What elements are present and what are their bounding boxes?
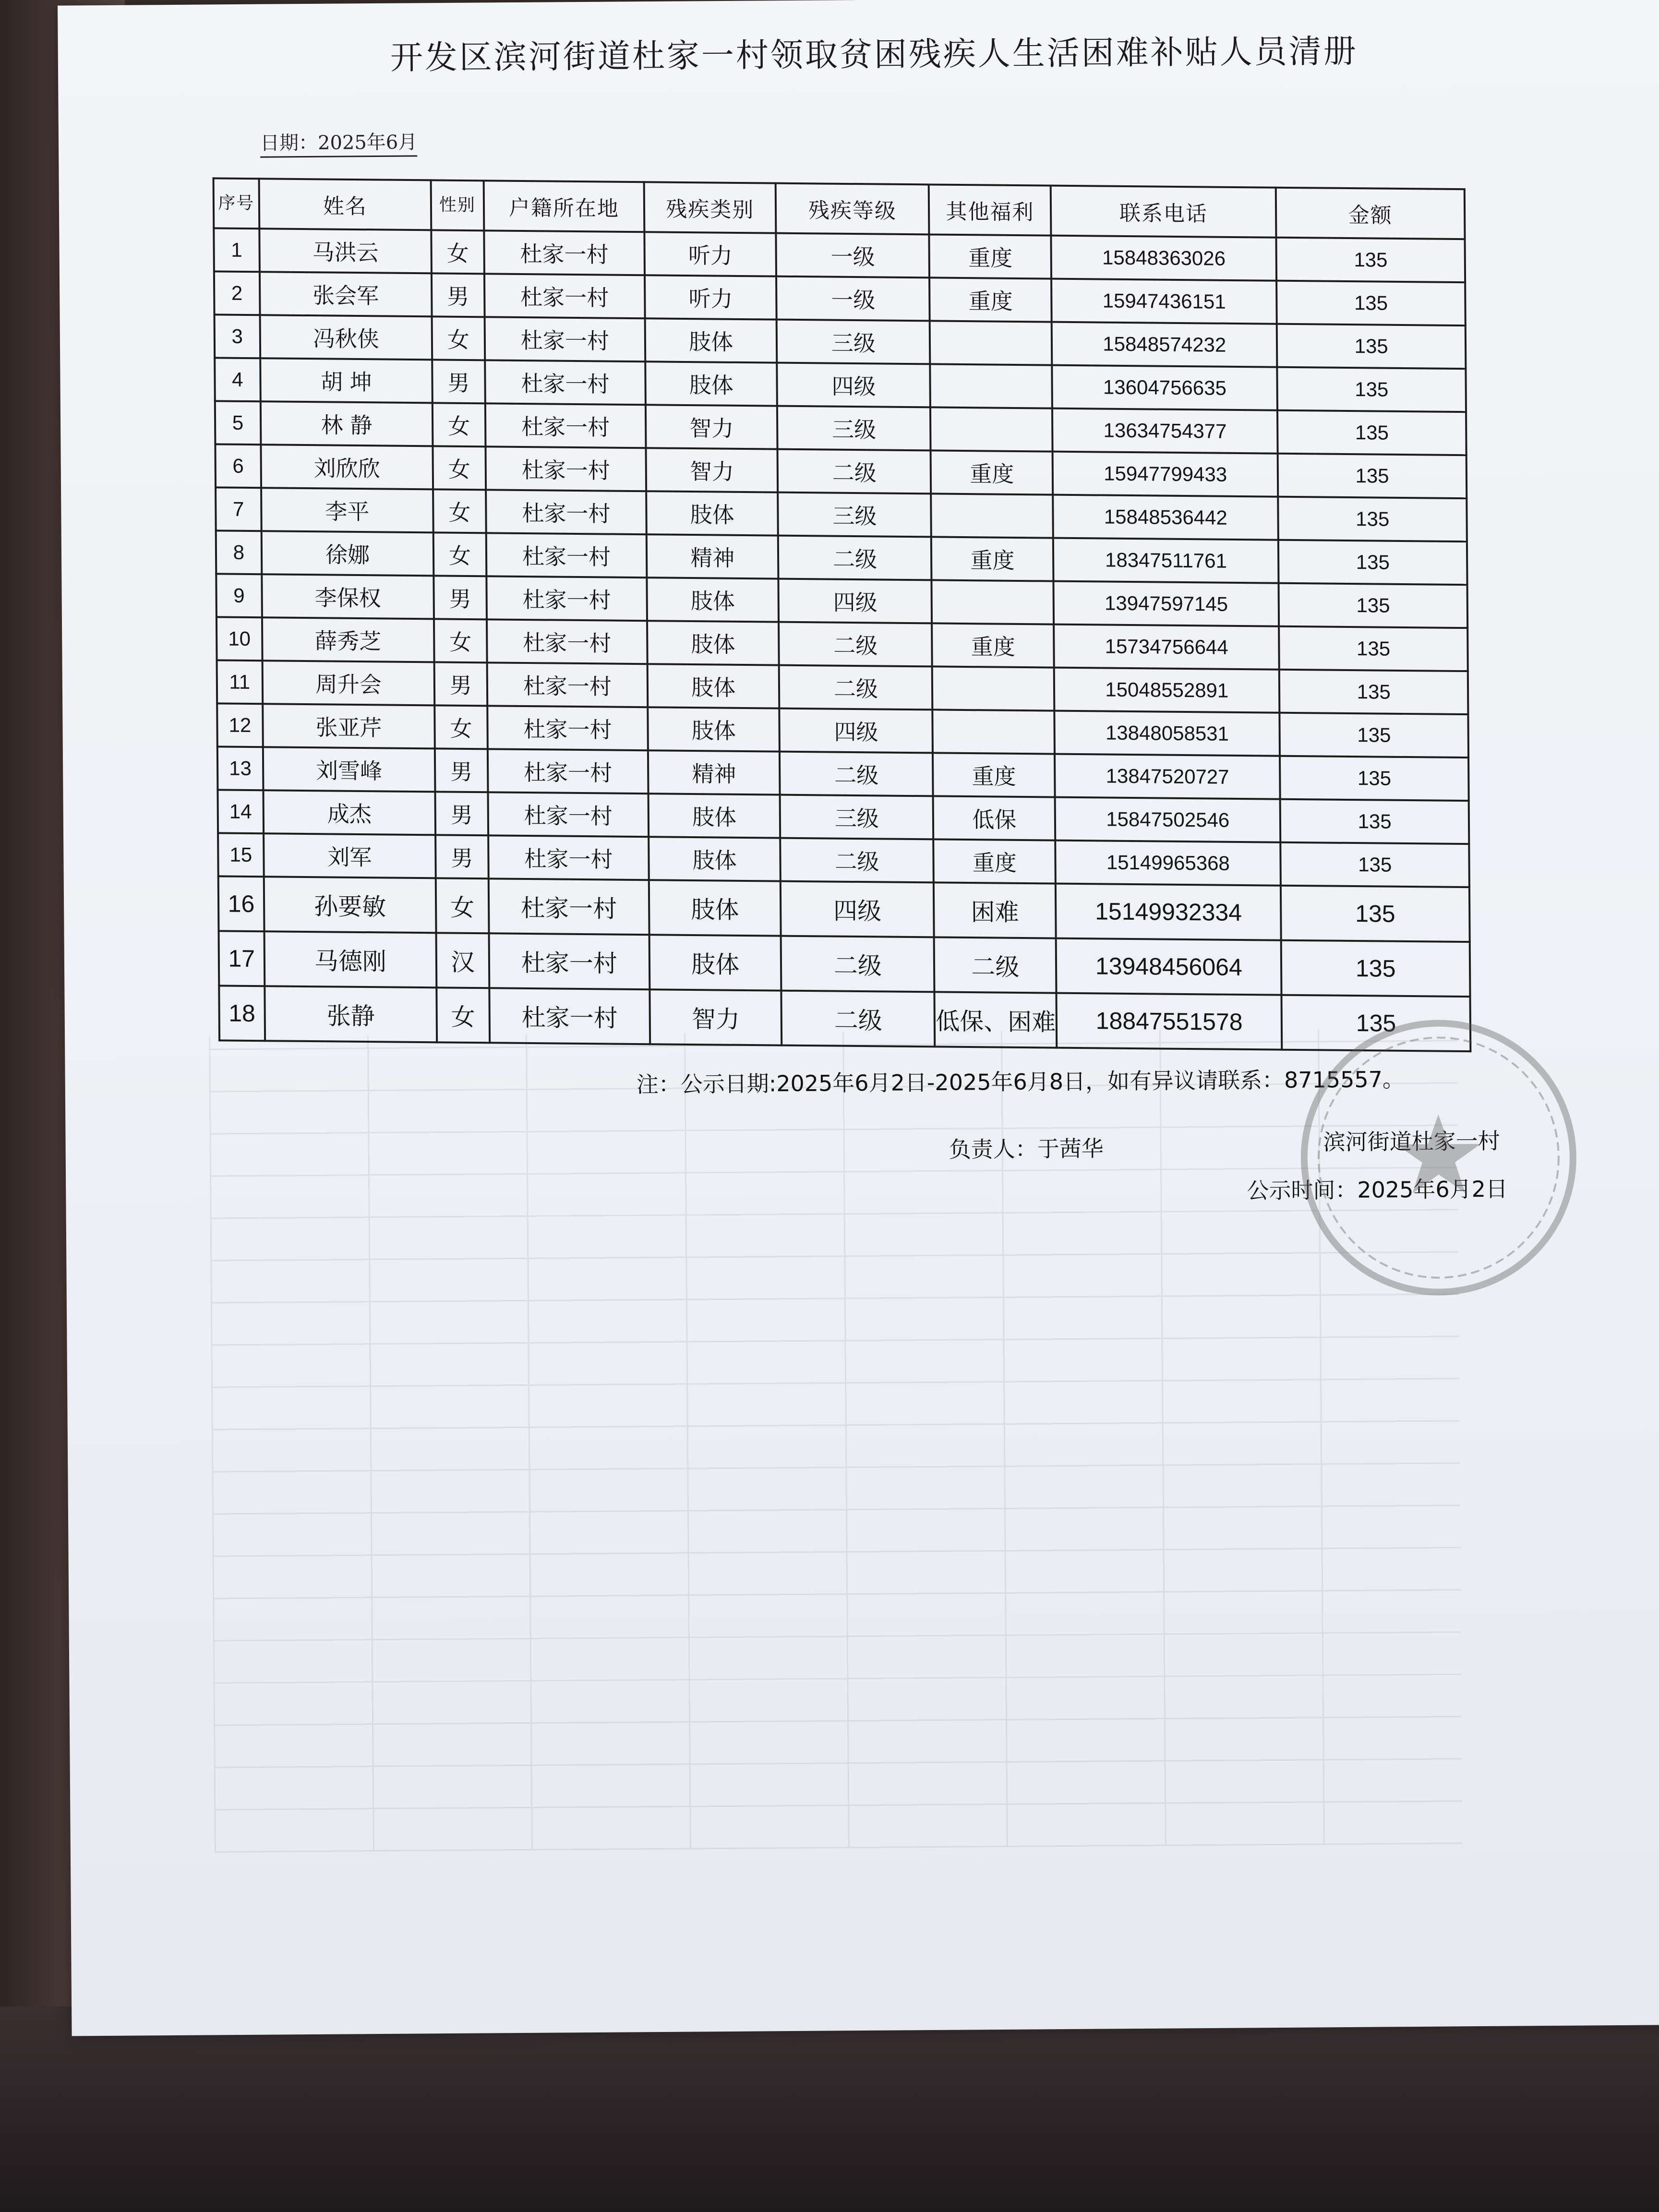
cell-disability-level: 二级: [779, 665, 933, 710]
cell-other-benefit: [930, 407, 1053, 451]
header-phone: 联系电话: [1051, 186, 1276, 238]
table-body: [214, 228, 1470, 1051]
cell-name: 周升会: [262, 661, 434, 705]
show-through-grid: [209, 1028, 1463, 1852]
issuing-village: 滨河街道杜家一村: [1323, 1128, 1500, 1155]
cell-other-benefit: 低保: [933, 796, 1056, 840]
cell-phone: 15848574232: [1052, 322, 1277, 367]
cell-no: 8: [216, 530, 262, 574]
cell-phone: 13847520727: [1055, 754, 1280, 799]
cell-no: 15: [218, 833, 264, 877]
cell-phone: 13634754377: [1052, 409, 1277, 454]
cell-name: 刘欣欣: [261, 445, 433, 489]
cell-residence: 杜家一村: [487, 706, 648, 750]
cell-amount: 135: [1277, 324, 1466, 369]
cell-disability-level: 二级: [781, 991, 935, 1047]
cell-gender: 女: [433, 403, 485, 446]
cell-no: 14: [217, 790, 263, 833]
cell-amount: 135: [1280, 713, 1468, 757]
cell-no: 5: [215, 401, 261, 445]
cell-amount: 135: [1277, 410, 1466, 455]
cell-disability-type: 智力: [649, 989, 781, 1045]
cell-no: 2: [214, 271, 260, 315]
cell-disability-level: 二级: [781, 936, 935, 992]
cell-phone: 13848058531: [1055, 711, 1280, 756]
cell-disability-level: 二级: [778, 536, 932, 580]
cell-residence: 杜家一村: [489, 933, 649, 989]
cell-phone: 15847502546: [1055, 797, 1280, 842]
cell-phone: 15947799433: [1053, 452, 1278, 497]
cell-disability-type: 听力: [645, 275, 777, 319]
header-other-benefit: 其他福利: [929, 184, 1051, 235]
cell-disability-type: 肢体: [649, 793, 781, 838]
cell-disability-type: 智力: [646, 405, 778, 449]
cell-disability-level: 三级: [778, 493, 932, 537]
cell-name: 成杰: [263, 790, 435, 835]
cell-other-benefit: [930, 364, 1053, 408]
cell-phone: 13948456064: [1056, 938, 1282, 995]
cell-name: 林 静: [261, 401, 433, 446]
cell-other-benefit: [932, 580, 1054, 624]
cell-amount: 135: [1280, 756, 1468, 801]
cell-disability-type: 肢体: [647, 621, 779, 665]
cell-name: 徐娜: [261, 531, 433, 576]
cell-residence: 杜家一村: [485, 403, 646, 448]
cell-amount: 135: [1281, 940, 1470, 997]
cell-gender: 女: [433, 532, 486, 576]
cell-phone: 15149965368: [1056, 841, 1281, 886]
cell-name: 张静: [264, 986, 437, 1042]
cell-gender: 男: [435, 792, 488, 835]
cell-phone: 18847551578: [1057, 993, 1282, 1050]
cell-residence: 杜家一村: [485, 446, 646, 491]
cell-no: 16: [218, 876, 264, 931]
recipient-table: [213, 177, 1472, 1052]
header-no: 序号: [214, 178, 259, 228]
cell-gender: 男: [435, 835, 488, 878]
cell-residence: 杜家一村: [484, 317, 645, 361]
cell-disability-level: 四级: [779, 579, 932, 624]
cell-phone: 13947597145: [1054, 581, 1279, 626]
cell-phone: 15848536442: [1053, 495, 1278, 540]
document-date: 日期：2025年6月: [260, 127, 418, 157]
cell-amount: 135: [1278, 454, 1467, 498]
cell-gender: 男: [432, 273, 484, 317]
cell-disability-level: 三级: [777, 320, 930, 364]
cell-other-benefit: [932, 666, 1055, 710]
cell-disability-type: 肢体: [648, 664, 780, 708]
cell-gender: 女: [433, 446, 486, 490]
cell-disability-type: 肢体: [645, 318, 777, 362]
cell-disability-type: 肢体: [649, 880, 781, 936]
cell-amount: 135: [1282, 995, 1471, 1051]
cell-disability-level: 四级: [777, 363, 931, 408]
cell-residence: 杜家一村: [487, 619, 648, 664]
cell-gender: 女: [433, 489, 486, 533]
cell-gender: 女: [434, 705, 487, 749]
cell-disability-level: 一级: [776, 276, 930, 321]
cell-amount: 135: [1276, 238, 1465, 282]
cell-residence: 杜家一村: [489, 878, 649, 935]
cell-gender: 女: [436, 878, 489, 933]
cell-amount: 135: [1280, 842, 1469, 887]
cell-gender: 女: [434, 619, 487, 662]
cell-gender: 男: [432, 360, 485, 403]
cell-no: 11: [217, 660, 263, 704]
document-title: 开发区滨河街道杜家一村领取贫困残疾人生活困难补贴人员清册: [390, 32, 1358, 77]
cell-gender: 女: [432, 316, 485, 360]
cell-no: 9: [216, 574, 262, 617]
cell-disability-level: 四级: [781, 881, 934, 938]
header-disability-type: 残疾类别: [644, 182, 776, 233]
cell-amount: 135: [1276, 281, 1465, 325]
official-seal-stamp: [1294, 1013, 1584, 1303]
cell-gender: 男: [434, 576, 487, 619]
cell-phone: 15734756644: [1054, 625, 1279, 670]
cell-gender: 男: [435, 748, 488, 792]
cell-gender: 男: [434, 662, 487, 706]
cell-no: 13: [217, 746, 263, 790]
publish-time: 公示时间：2025年6月2日: [1247, 1176, 1508, 1204]
header-residence: 户籍所在地: [483, 180, 644, 232]
cell-other-benefit: 困难: [934, 882, 1056, 938]
cell-no: 17: [219, 931, 265, 986]
responsible-person: 负责人：于茜华: [949, 1135, 1104, 1163]
cell-disability-type: 肢体: [647, 577, 779, 622]
cell-amount: 135: [1279, 583, 1467, 628]
cell-no: 6: [215, 444, 261, 488]
cell-phone: 15947436151: [1051, 279, 1276, 324]
cell-name: 冯秋侠: [260, 315, 432, 360]
cell-disability-type: 肢体: [649, 935, 781, 990]
cell-disability-level: 四级: [780, 709, 933, 753]
cell-other-benefit: 低保、困难: [935, 992, 1057, 1047]
cell-name: 马德刚: [264, 931, 436, 987]
cell-disability-type: 智力: [646, 448, 778, 492]
cell-disability-type: 肢体: [645, 361, 777, 406]
cell-disability-type: 精神: [647, 534, 779, 578]
cell-residence: 杜家一村: [485, 360, 646, 405]
cell-residence: 杜家一村: [486, 533, 647, 577]
cell-name: 张亚芹: [263, 704, 435, 748]
header-amount: 金额: [1276, 188, 1465, 239]
header-gender: 性别: [431, 180, 484, 230]
cell-amount: 135: [1278, 540, 1467, 585]
cell-name: 李保权: [262, 574, 434, 619]
header-disability-level: 残疾等级: [776, 183, 929, 235]
cell-no: 4: [215, 358, 260, 401]
cell-no: 12: [217, 703, 263, 747]
cell-name: 刘雪峰: [263, 747, 435, 792]
cell-disability-type: 听力: [644, 232, 776, 276]
cell-disability-type: 肢体: [646, 491, 778, 535]
cell-other-benefit: 重度: [933, 753, 1055, 797]
desk-edge: [0, 2007, 1659, 2212]
cell-no: 1: [214, 228, 259, 272]
cell-disability-type: 精神: [648, 750, 780, 794]
cell-no: 10: [216, 617, 262, 661]
document-sheet: [58, 0, 1659, 2036]
cell-other-benefit: 重度: [934, 839, 1056, 883]
cell-residence: 杜家一村: [489, 988, 650, 1044]
cell-amount: 135: [1278, 497, 1467, 541]
cell-residence: 杜家一村: [488, 792, 649, 837]
cell-other-benefit: 重度: [931, 450, 1053, 494]
cell-residence: 杜家一村: [484, 274, 645, 318]
table-row: [218, 876, 1470, 942]
cell-no: 3: [215, 314, 260, 358]
cell-phone: 15149932334: [1056, 884, 1281, 940]
cell-amount: 135: [1279, 670, 1468, 714]
cell-no: 18: [219, 986, 265, 1041]
cell-amount: 135: [1277, 367, 1466, 412]
cell-gender: 汉: [436, 933, 489, 988]
cell-residence: 杜家一村: [488, 835, 649, 880]
cell-disability-level: 三级: [780, 795, 934, 840]
table-row: [219, 986, 1470, 1051]
cell-disability-level: 二级: [781, 838, 934, 883]
notice-note: 注：公示日期:2025年6月2日-2025年6月8日，如有异议请联系：8715557。: [636, 1066, 1405, 1098]
cell-phone: 15848363026: [1051, 236, 1276, 281]
cell-disability-type: 肢体: [649, 837, 781, 881]
table-row: [219, 931, 1470, 997]
cell-phone: 15048552891: [1054, 668, 1279, 713]
cell-residence: 杜家一村: [484, 230, 645, 275]
cell-other-benefit: 二级: [934, 937, 1057, 993]
cell-disability-level: 二级: [778, 449, 931, 494]
cell-name: 薛秀芝: [262, 617, 434, 662]
cell-amount: 135: [1280, 799, 1469, 844]
cell-other-benefit: [930, 321, 1052, 365]
cell-disability-level: 一级: [776, 233, 930, 278]
cell-other-benefit: [931, 493, 1054, 538]
cell-amount: 135: [1281, 886, 1470, 942]
cell-gender: 女: [432, 230, 484, 274]
cell-no: 7: [216, 487, 261, 531]
cell-disability-level: 二级: [780, 752, 933, 796]
cell-phone: 18347511761: [1053, 538, 1278, 583]
cell-disability-level: 三级: [777, 406, 931, 451]
cell-amount: 135: [1279, 626, 1467, 671]
cell-disability-type: 肢体: [648, 707, 780, 751]
cell-name: 马洪云: [259, 228, 432, 273]
cell-gender: 女: [437, 987, 490, 1043]
cell-other-benefit: 重度: [929, 277, 1052, 322]
cell-residence: 杜家一村: [486, 490, 647, 534]
cell-name: 刘军: [264, 833, 436, 878]
header-name: 姓名: [259, 179, 431, 230]
cell-residence: 杜家一村: [488, 749, 649, 793]
cell-other-benefit: 重度: [932, 623, 1054, 667]
cell-name: 孙要敏: [264, 877, 436, 933]
cell-other-benefit: [933, 709, 1055, 754]
cell-residence: 杜家一村: [487, 662, 648, 707]
cell-disability-level: 二级: [779, 622, 932, 667]
cell-phone: 13604756635: [1052, 365, 1277, 410]
cell-other-benefit: 重度: [929, 234, 1052, 278]
cell-residence: 杜家一村: [486, 576, 647, 621]
cell-name: 李平: [261, 488, 433, 532]
cell-other-benefit: 重度: [931, 537, 1054, 581]
cell-name: 胡 坤: [260, 358, 433, 403]
cell-name: 张会军: [260, 272, 432, 316]
